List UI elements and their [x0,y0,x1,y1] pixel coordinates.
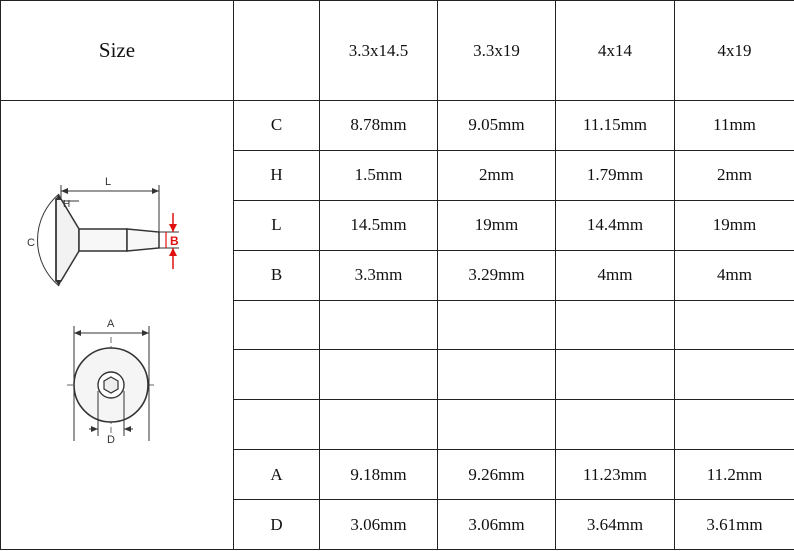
param-label: L [234,200,320,250]
value-cell: 11.23mm [556,450,675,500]
value-cell: 19mm [675,200,794,250]
value-cell: 2mm [675,150,794,200]
value-cell [556,350,675,400]
label-A: A [107,318,115,330]
value-cell: 11.2mm [675,450,794,500]
value-cell [675,300,794,350]
header-row [1,1,794,101]
label-B: B [170,234,179,248]
value-cell: 14.4mm [556,200,675,250]
param-header-blank [234,1,320,101]
value-cell: 2mm [438,150,556,200]
size-col-3: 4x14 [556,1,675,101]
param-label [234,400,320,450]
label-D: D [107,434,115,446]
param-label: A [234,450,320,500]
param-label: H [234,150,320,200]
screw-diagram-cell [1,101,234,550]
label-H: H [63,199,71,210]
label-C: C [27,237,35,249]
screw-diagram [1,101,233,549]
value-cell: 19mm [438,200,556,250]
value-cell: 3.06mm [320,500,438,550]
value-cell [675,400,794,450]
value-cell: 1.5mm [320,150,438,200]
value-cell: 3.64mm [556,500,675,550]
value-cell: 11mm [675,101,794,151]
value-cell [438,400,556,450]
value-cell: 3.06mm [438,500,556,550]
value-cell [556,300,675,350]
param-label [234,350,320,400]
value-cell: 8.78mm [320,101,438,151]
value-cell: 3.3mm [320,250,438,300]
size-header: Size [1,1,234,101]
value-cell [438,350,556,400]
value-cell [320,400,438,450]
value-cell: 3.61mm [675,500,794,550]
param-label: D [234,500,320,550]
value-cell [675,350,794,400]
value-cell [320,300,438,350]
label-L: L [105,176,112,188]
value-cell: 3.29mm [438,250,556,300]
screw-side-view [38,185,159,286]
value-cell: 9.05mm [438,101,556,151]
value-cell: 4mm [556,250,675,300]
value-cell: 9.18mm [320,450,438,500]
value-cell: 9.26mm [438,450,556,500]
param-label: B [234,250,320,300]
value-cell [438,300,556,350]
size-col-2: 3.3x19 [438,1,556,101]
value-cell: 1.79mm [556,150,675,200]
param-label: C [234,101,320,151]
value-cell [320,350,438,400]
value-cell: 4mm [675,250,794,300]
value-cell: 11.15mm [556,101,675,151]
size-col-1: 3.3x14.5 [320,1,438,101]
param-label [234,300,320,350]
table-row [1,101,794,151]
size-col-4: 4x19 [675,1,794,101]
value-cell [556,400,675,450]
value-cell: 14.5mm [320,200,438,250]
screw-top-view [67,326,156,441]
